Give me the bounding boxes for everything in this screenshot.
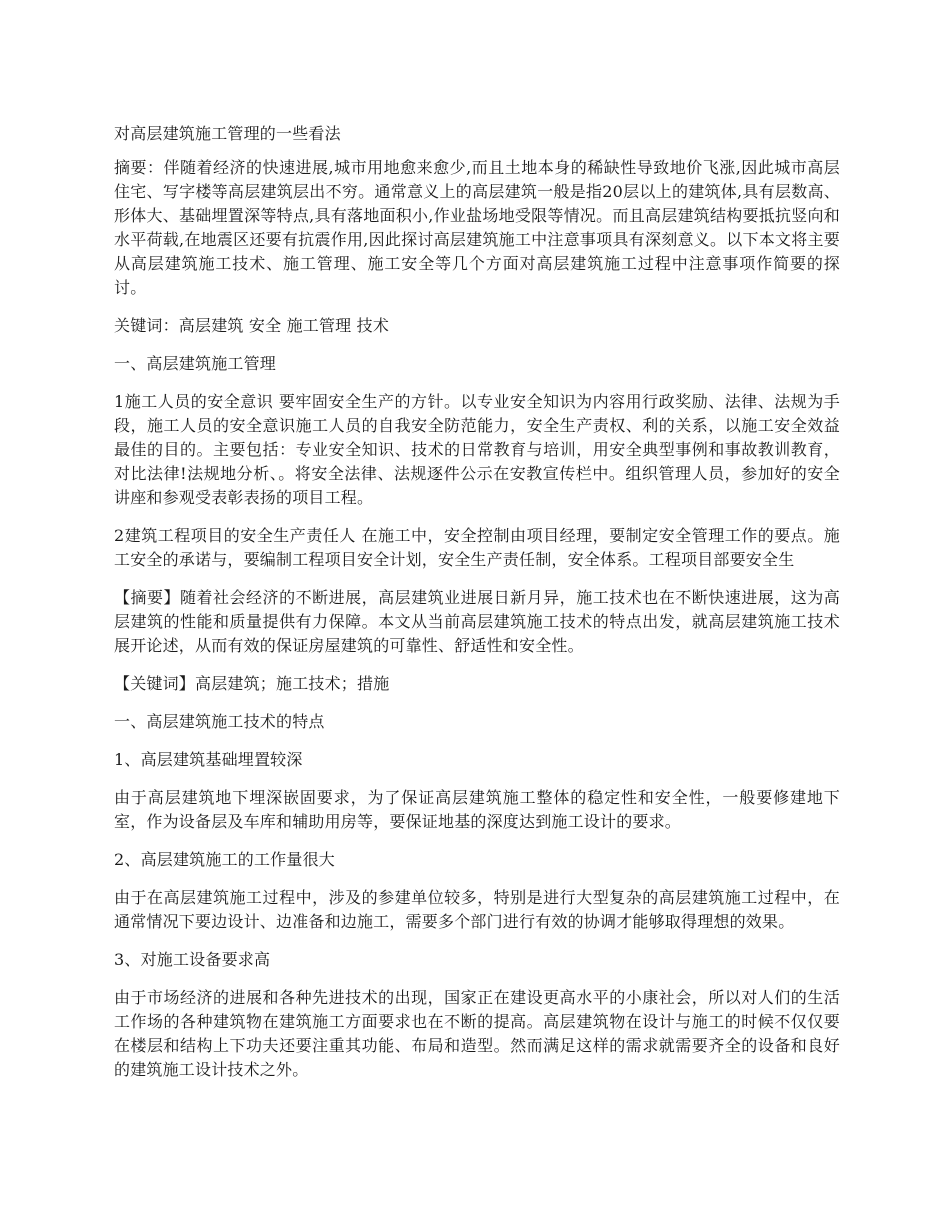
document-page [114,122,840,1096]
body-paragraph: 1施工人员的安全意识 要牢固安全生产的方针。以专业安全知识为内容用行政奖励、法律、法规为手段，施工人员的安全意识施工人员的自我安全防范能力，安全生产责权、利的关系，以施工安全效益最佳的目的。主要包括：专业安全知识、技术的日常教育与培训，用安全典型事例和事故教训教育，对比法律!法规地分析、。将安全法律、法规逐件公示在安教宣传栏中。组织管理人员，参加好的安全讲座和参观受表彰表扬的项目工程。 [114,392,840,507]
section-heading: 一、高层建筑施工管理 [114,354,277,373]
subsection-heading: 3、对施工设备要求高 [114,950,271,969]
section-heading: 一、高层建筑施工技术的特点 [114,712,325,731]
abstract-paragraph-2: 【摘要】随着社会经济的不断进展，高层建筑业进展日新月异，施工技术也在不断快速进展，这为高层建筑的性能和质量提供有力保障。本文从当前高层建筑施工技术的特点出发，就高层建筑施工技术展开论述，从而有效的保证房屋建筑的可靠性、舒适性和安全性。 [114,588,840,655]
document-title: 对高层建筑施工管理的一些看法 [114,124,341,143]
subsection-heading: 2、高层建筑施工的工作量很大 [114,850,335,869]
body-paragraph: 由于高层建筑地下埋深嵌固要求，为了保证高层建筑施工整体的稳定性和安全性，一般要修建地下室，作为设备层及车库和辅助用房等，要保证地基的深度达到施工设计的要求。 [114,788,840,831]
abstract-paragraph: 摘要：伴随着经济的快速进展,城市用地愈来愈少,而且土地本身的稀缺性导致地价飞涨,因此城市高层住宅、写字楼等高层建筑层出不穷。通常意义上的高层建筑一般是指20层以上的建筑体,具有层数高、形体大、基础埋置深等特点,具有落地面积小,作业盐场地受限等情况。而且高层建筑结构要抵抗竖向和水平荷载,在地震区还要有抗震作用,因此探讨高层建筑施工中注意事项具有深刻意义。以下本文将主要从高层建筑施工技术、施工管理、施工安全等几个方面对高层建筑施工过程中注意事项作简要的探讨。 [114,158,840,297]
keywords-line-2: 【关键词】高层建筑；施工技术；措施 [114,674,390,693]
keywords-line: 关键词：高层建筑 安全 施工管理 技术 [114,316,390,335]
body-paragraph: 由于在高层建筑施工过程中，涉及的参建单位较多，特别是进行大型复杂的高层建筑施工过程中，在通常情况下要边设计、边准备和边施工，需要多个部门进行有效的协调才能够取得理想的效果。 [114,888,840,931]
body-paragraph: 由于市场经济的进展和各种先进技术的出现，国家正在建设更高水平的小康社会，所以对人们的生活工作场的各种建筑物在建筑施工方面要求也在不断的提高。高层建筑物在设计与施工的时候不仅仅要在楼层和结构上下功夫还要注重其功能、布局和造型。然而满足这样的需求就需要齐全的设备和良好的建筑施工设计技术之外。 [114,988,840,1079]
body-paragraph: 2建筑工程项目的安全生产责任人 在施工中，安全控制由项目经理，要制定安全管理工作的要点。施工安全的承诺与，要编制工程项目安全计划，安全生产责任制，安全体系。工程项目部要安全生 [114,526,840,569]
subsection-heading: 1、高层建筑基础埋置较深 [114,750,303,769]
